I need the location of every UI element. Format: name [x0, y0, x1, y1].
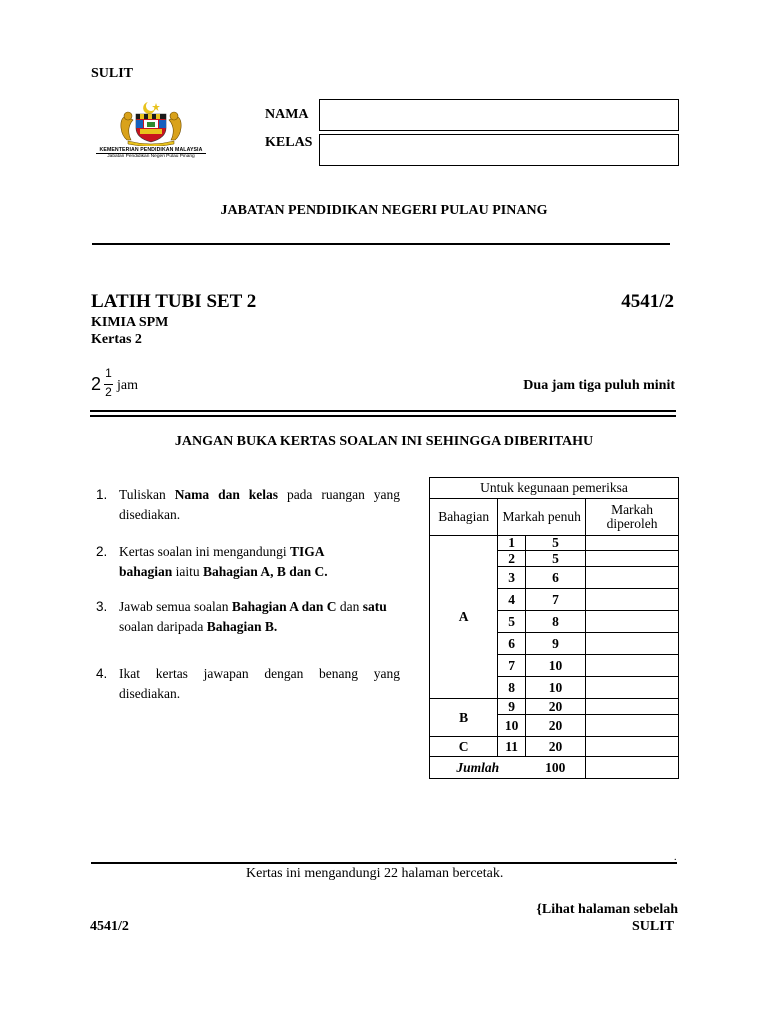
class-label: KELAS	[265, 135, 313, 150]
instruction-text: Tuliskan	[119, 487, 175, 502]
instruction-emphasis: Bahagian A dan C	[231, 599, 337, 614]
subject-label: KIMIA SPM	[91, 315, 169, 330]
malaysia-coat-of-arms-icon	[90, 100, 212, 146]
instruction-text: soalan daripada	[119, 619, 207, 634]
question-number: 7	[498, 655, 526, 677]
instruction-4	[92, 664, 400, 704]
full-marks: 9	[525, 633, 585, 655]
full-marks: 8	[525, 611, 585, 633]
full-marks: 7	[525, 589, 585, 611]
question-number: 8	[498, 677, 526, 699]
instruction-text: disediakan.	[119, 507, 181, 522]
department-title: JABATAN PENDIDIKAN NEGERI PULAU PINANG	[220, 203, 548, 218]
question-number: 10	[498, 715, 526, 737]
marks-obtained-cell[interactable]	[586, 567, 679, 589]
table-caption: Untuk kegunaan pemeriksa	[430, 478, 679, 499]
header-marks-obtained	[586, 499, 679, 536]
header-full-marks: Markah penuh	[498, 499, 586, 536]
instruction-text: iaitu	[172, 564, 204, 579]
double-rule-top	[90, 410, 676, 412]
question-number: 2	[498, 551, 526, 567]
instruction-text: disediakan.	[119, 686, 181, 701]
full-marks: 5	[525, 551, 585, 567]
instruction-emphasis: bahagian	[119, 564, 173, 579]
table-row	[430, 536, 679, 551]
question-number: 6	[498, 633, 526, 655]
double-rule-bottom	[90, 415, 676, 417]
instruction-emphasis: satu	[362, 599, 387, 614]
instruction-text: dan	[336, 599, 363, 614]
duration-words: Dua jam tiga puluh minit	[523, 378, 675, 393]
instruction-number: 1.	[96, 487, 108, 502]
full-marks: 5	[525, 536, 585, 551]
marks-obtained-cell[interactable]	[586, 715, 679, 737]
paper-code: 4541/2	[621, 291, 674, 312]
marks-obtained-cell[interactable]	[586, 536, 679, 551]
marks-obtained-cell[interactable]	[586, 655, 679, 677]
header-marks-obtained-line1: Markah	[611, 502, 654, 517]
total-obtained-cell[interactable]	[586, 757, 679, 779]
marks-obtained-cell[interactable]	[586, 737, 679, 757]
duration-numerator: 1	[105, 366, 112, 380]
full-marks: 6	[525, 567, 585, 589]
full-marks: 10	[525, 655, 585, 677]
instruction-emphasis: TIGA	[289, 544, 325, 559]
section-b-cell: B	[430, 699, 498, 737]
page-count-note: Kertas ini mengandungi 22 halaman bercetak.	[246, 866, 504, 881]
header-marks-obtained-line2: diperoleh	[606, 516, 658, 531]
paper-title: LATIH TUBI SET 2	[91, 291, 257, 312]
instruction-1	[92, 485, 400, 525]
instruction-number: 3.	[96, 599, 108, 614]
total-label: Jumlah	[430, 757, 526, 779]
section-c-cell: C	[430, 737, 498, 757]
question-number: 11	[498, 737, 526, 757]
marks-obtained-cell[interactable]	[586, 551, 679, 567]
footer-classification: SULIT	[631, 919, 674, 934]
full-marks: 10	[525, 677, 585, 699]
classification-label: SULIT	[91, 66, 134, 81]
next-page-note: {Lihat halaman sebelah	[536, 902, 678, 917]
question-number: 9	[498, 699, 526, 715]
name-label: NAMA	[265, 107, 309, 122]
table-header-row	[430, 499, 679, 536]
logo-caption-ministry: KEMENTERIAN PENDIDIKAN MALAYSIA	[99, 147, 203, 153]
instruction-emphasis: Bahagian A, B dan C.	[203, 564, 328, 579]
instruction-2	[92, 542, 400, 582]
question-number: 4	[498, 589, 526, 611]
full-marks: 20	[525, 715, 585, 737]
instruction-text: pada ruangan yang	[278, 487, 400, 502]
duration-whole: 2	[91, 374, 102, 394]
marks-obtained-cell[interactable]	[586, 633, 679, 655]
footer-paper-code: 4541/2	[90, 919, 129, 934]
table-row	[430, 737, 679, 757]
full-marks: 20	[525, 737, 585, 757]
department-rule	[92, 243, 670, 245]
instruction-text: Kertas soalan ini mengandungi	[119, 544, 290, 559]
examiner-marks-table	[429, 477, 679, 779]
marks-obtained-cell[interactable]	[586, 589, 679, 611]
question-number: 1	[498, 536, 526, 551]
table-total-row	[430, 757, 679, 779]
marks-obtained-cell[interactable]	[586, 699, 679, 715]
footer-dot: .	[674, 852, 677, 863]
section-a-cell: A	[430, 536, 498, 699]
instruction-3	[92, 597, 400, 637]
duration-unit: jam	[117, 378, 138, 393]
table-caption-row	[430, 478, 679, 499]
question-number: 5	[498, 611, 526, 633]
table-row	[430, 699, 679, 715]
duration-denominator: 2	[105, 385, 112, 399]
question-number: 3	[498, 567, 526, 589]
instruction-text: Ikat kertas jawapan dengan benang yang	[119, 666, 400, 681]
name-field[interactable]	[319, 99, 679, 131]
instruction-number: 4.	[96, 666, 108, 681]
total-marks: 100	[525, 757, 585, 779]
instruction-emphasis: Bahagian B.	[206, 619, 278, 634]
footer-rule	[91, 862, 677, 864]
class-field[interactable]	[319, 134, 679, 166]
instruction-text: Jawab semua soalan	[119, 599, 232, 614]
marks-obtained-cell[interactable]	[586, 611, 679, 633]
logo-caption-department: Jabatan Pendidikan Negeri Pulau Pinang	[107, 154, 195, 159]
full-marks: 20	[525, 699, 585, 715]
marks-obtained-cell[interactable]	[586, 677, 679, 699]
header-section: Bahagian	[430, 499, 498, 536]
paper-number: Kertas 2	[91, 332, 142, 347]
instruction-emphasis: Nama dan kelas	[174, 487, 279, 502]
instruction-number: 2.	[96, 544, 108, 559]
warning-notice: JANGAN BUKA KERTAS SOALAN INI SEHINGGA DIBERITAHU	[174, 434, 594, 449]
